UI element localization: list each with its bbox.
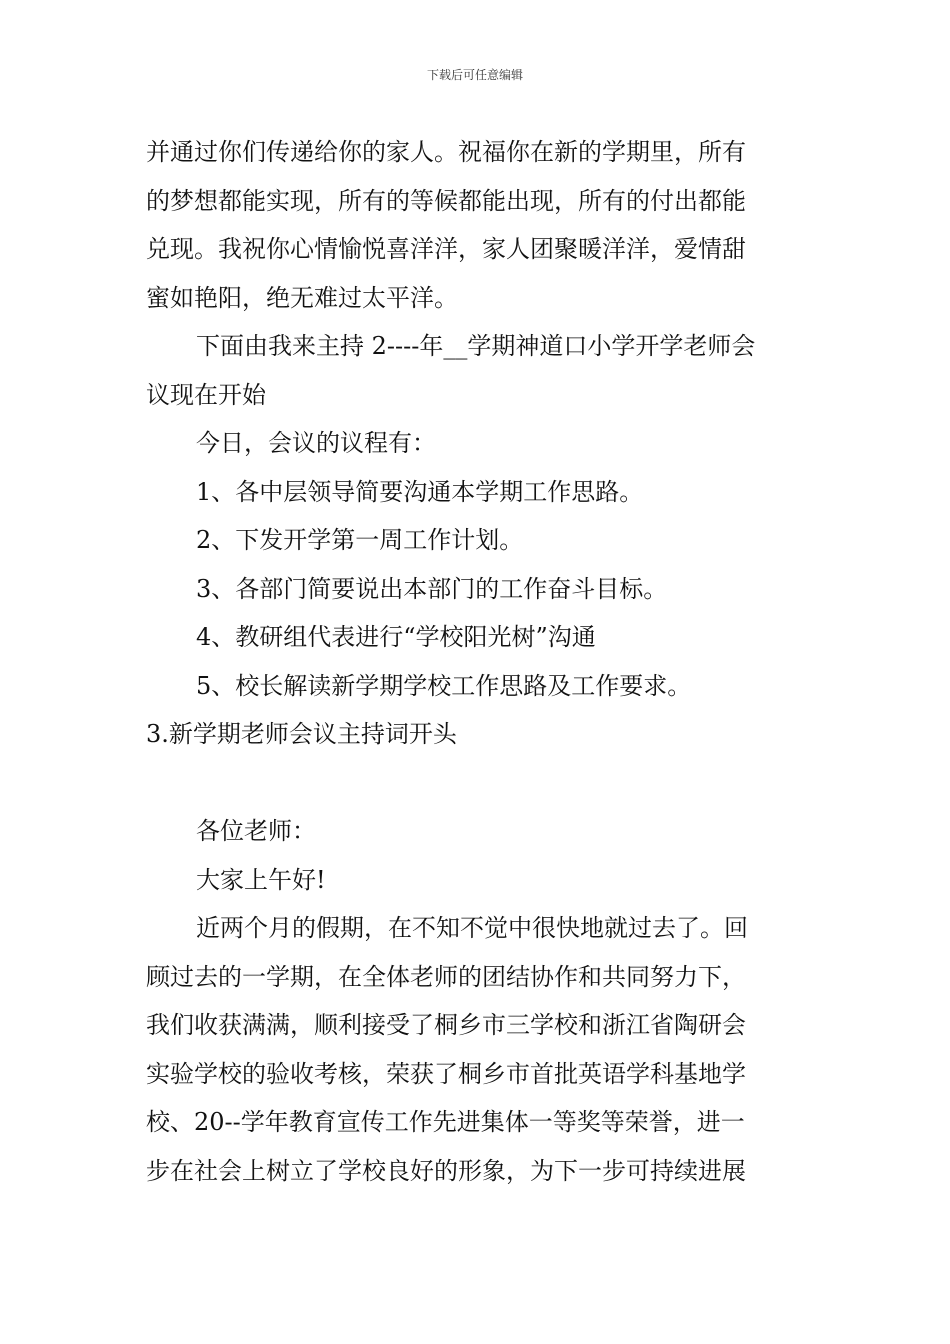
text-line: 议现在开始 <box>146 380 266 409</box>
agenda-item: 2、下发开学第一周工作计划。 <box>196 526 524 554</box>
text-line: 校、20--学年教育宣传工作先进集体一等奖等荣誉，进一 <box>146 1108 745 1136</box>
salutation: 各位老师： <box>196 817 316 845</box>
page-header: 下载后可任意编辑 <box>426 68 523 82</box>
section-heading: 3.新学期老师会议主持词开头 <box>146 720 457 748</box>
text-line: 顾过去的一学期，在全体老师的团结协作和共同努力下， <box>146 962 746 991</box>
text-line: 近两个月的假期，在不知不觉中很快地就过去了。回 <box>196 914 748 942</box>
text-line: 并通过你们传递给你的家人。祝福你在新的学期里，所有 <box>146 138 746 166</box>
text-line: 下面由我来主持 2----年__学期神道口小学开学老师会 <box>196 332 756 360</box>
agenda-item: 1、各中层领导简要沟通本学期工作思路。 <box>196 477 644 506</box>
text-line: 步在社会上树立了学校良好的形象，为下一步可持续进展 <box>146 1156 746 1185</box>
agenda-item: 5、校长解读新学期学校工作思路及工作要求。 <box>196 671 692 700</box>
document-body <box>146 128 810 1195</box>
text-line: 我们收获满满，顺利接受了桐乡市三学校和浙江省陶研会 <box>146 1011 746 1039</box>
agenda-item: 3、各部门简要说出本部门的工作奋斗目标。 <box>196 574 668 603</box>
text-line: 的梦想都能实现，所有的等候都能出现，所有的付出都能 <box>146 186 746 215</box>
agenda-item: 4、教研组代表进行“学校阳光树”沟通 <box>196 623 596 651</box>
greeting: 大家上午好! <box>196 865 326 894</box>
text-line: 实验学校的验收考核，荣获了桐乡市首批英语学科基地学 <box>146 1059 746 1088</box>
blank-line <box>146 759 810 808</box>
text-line: 兑现。我祝你心情愉悦喜洋洋，家人团聚暖洋洋，爱情甜 <box>146 235 746 263</box>
text-line: 蜜如艳阳，绝无难过太平洋。 <box>146 283 458 312</box>
agenda-intro: 今日，会议的议程有： <box>196 429 436 457</box>
